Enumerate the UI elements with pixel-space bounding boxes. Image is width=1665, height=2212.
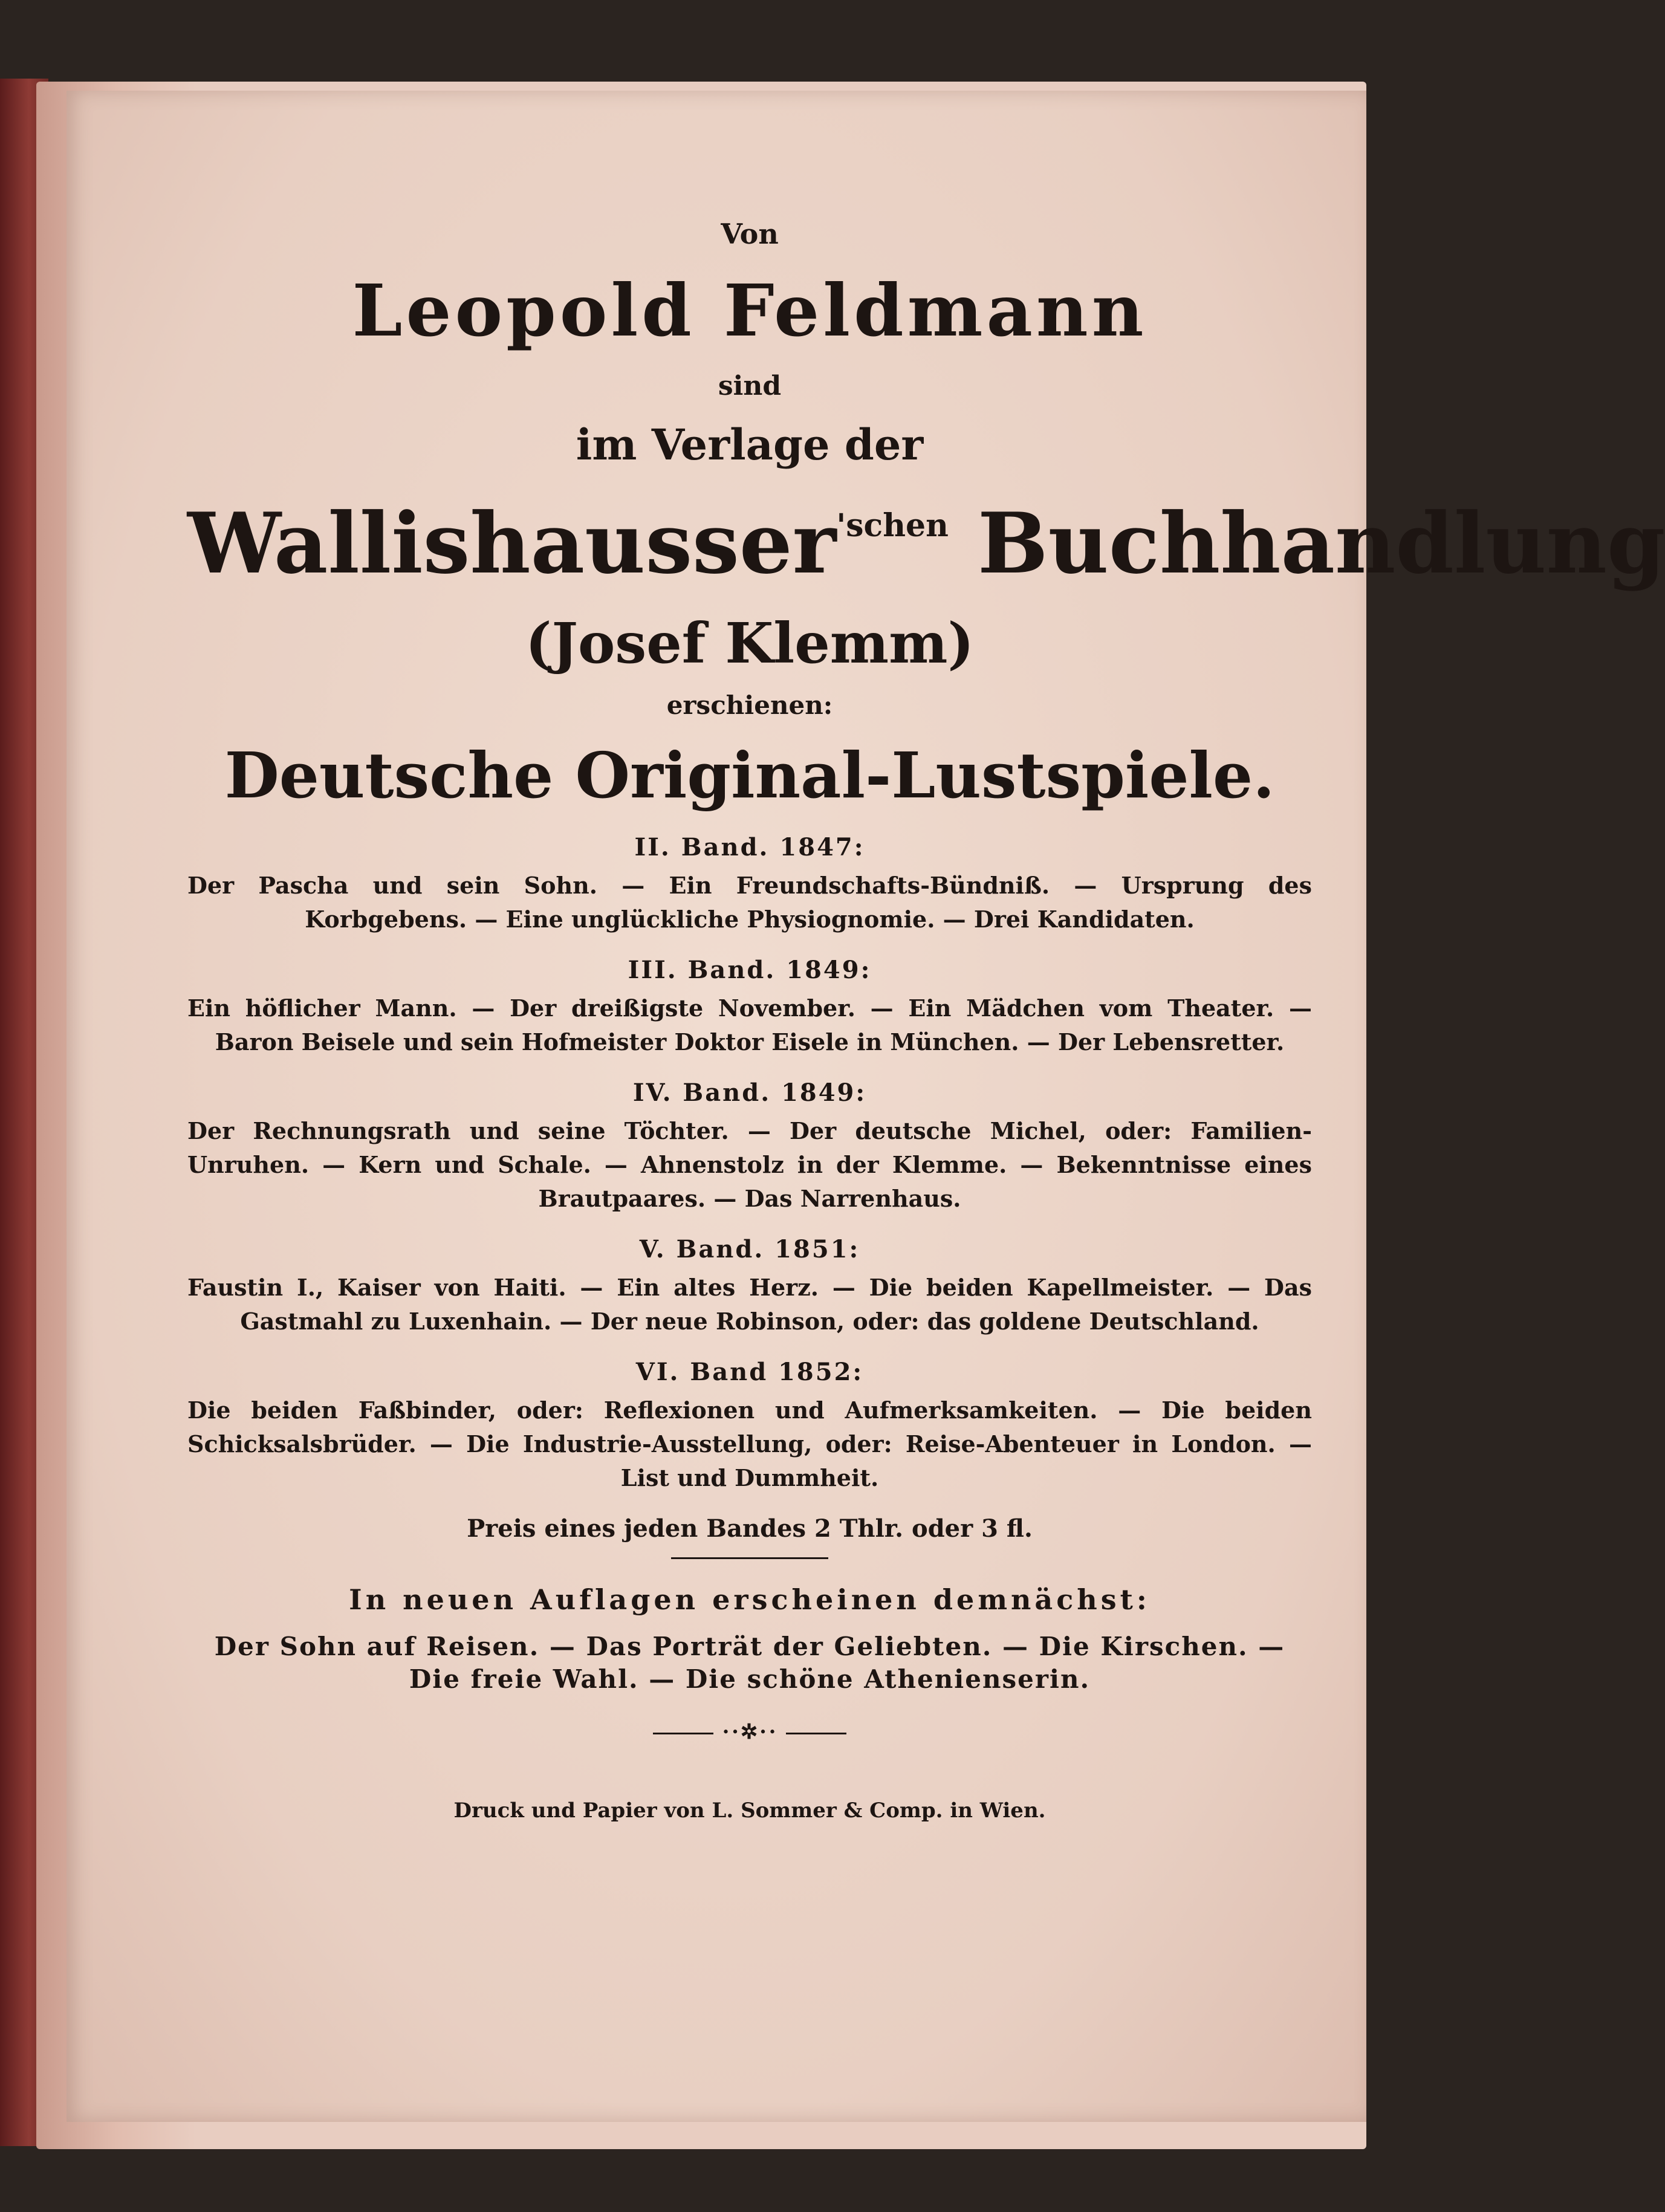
author-name: Leopold Feldmann: [352, 268, 1147, 352]
band-contents: Die beiden Faßbinder, oder: Reflexionen und Aufmerksamkeiten. — Die beiden Schicksalsbrüder. — Die Industrie-Ausstellung, oder: Reise-Abenteuer in London. — List und Dummheit.: [187, 1396, 1312, 1491]
band-section: [187, 956, 1312, 1059]
band-heading: III. Band. 1849:: [628, 956, 872, 984]
title-page: [67, 91, 1665, 2122]
ornament-line-right: [786, 1733, 846, 1734]
ornament-line-left: [653, 1733, 713, 1734]
band-heading: VI. Band 1852:: [635, 1358, 864, 1386]
publisher-suffix: 'schen: [836, 507, 949, 544]
publisher-name: [187, 494, 1665, 592]
publisher-main: Wallishausser: [187, 494, 837, 592]
ornament-glyph: ⋅⋅✲⋅⋅: [721, 1720, 778, 1744]
page-content: [187, 218, 1665, 1823]
ornament-divider: [187, 1720, 1312, 1744]
band-contents: Der Pascha und sein Sohn. — Ein Freundschafts-Bündniß. — Ursprung des Korbgebens. — Eine unglückliche Physiognomie. — Drei Kandidaten.: [187, 872, 1312, 933]
erschienen-line: erschienen:: [666, 690, 833, 720]
printer-imprint: Druck und Papier von L. Sommer & Comp. in Wien.: [453, 1798, 1046, 1823]
band-contents: Der Rechnungsrath und seine Töchter. — Der deutsche Michel, oder: Familien-Unruhen. — Kern und Schale. — Ahnenstolz in der Klemme. — Bekenntnisse eines Brautpaares. — Das Narrenhaus.: [187, 1117, 1312, 1212]
publisher-tail: Buchhandlung: [977, 494, 1665, 592]
band-section: [187, 1358, 1312, 1495]
publisher-owner: (Josef Klemm): [525, 611, 975, 676]
divider-rule: [671, 1557, 828, 1559]
series-title: Deutsche Original-Lustspiele.: [224, 738, 1275, 812]
verlag-line: im Verlage der: [576, 420, 924, 470]
band-section: [187, 1078, 1312, 1216]
coming-contents: Der Sohn auf Reisen. — Das Porträt der Geliebten. — Die Kirschen. — Die freie Wahl. — Die schöne Athenienserin.: [214, 1632, 1285, 1694]
von-line: Von: [721, 218, 779, 250]
band-section: [187, 1235, 1312, 1338]
band-heading: V. Band. 1851:: [639, 1235, 860, 1263]
band-heading: IV. Band. 1849:: [632, 1078, 867, 1107]
sind-line: sind: [718, 371, 782, 401]
band-contents: Faustin I., Kaiser von Haiti. — Ein altes Herz. — Die beiden Kapellmeister. — Das Gastmahl zu Luxenhain. — Der neue Robinson, oder: das goldene Deutschland.: [187, 1274, 1312, 1335]
band-section: [187, 833, 1312, 936]
price-line: Preis eines jeden Bandes 2 Thlr. oder 3 fl.: [467, 1514, 1033, 1543]
band-heading: II. Band. 1847:: [634, 833, 865, 861]
coming-heading: In neuen Auflagen erscheinen demnächst:: [349, 1583, 1151, 1616]
band-contents: Ein höflicher Mann. — Der dreißigste November. — Ein Mädchen vom Theater. — Baron Beisele und sein Hofmeister Doktor Eisele in München. — Der Lebensretter.: [187, 994, 1312, 1056]
